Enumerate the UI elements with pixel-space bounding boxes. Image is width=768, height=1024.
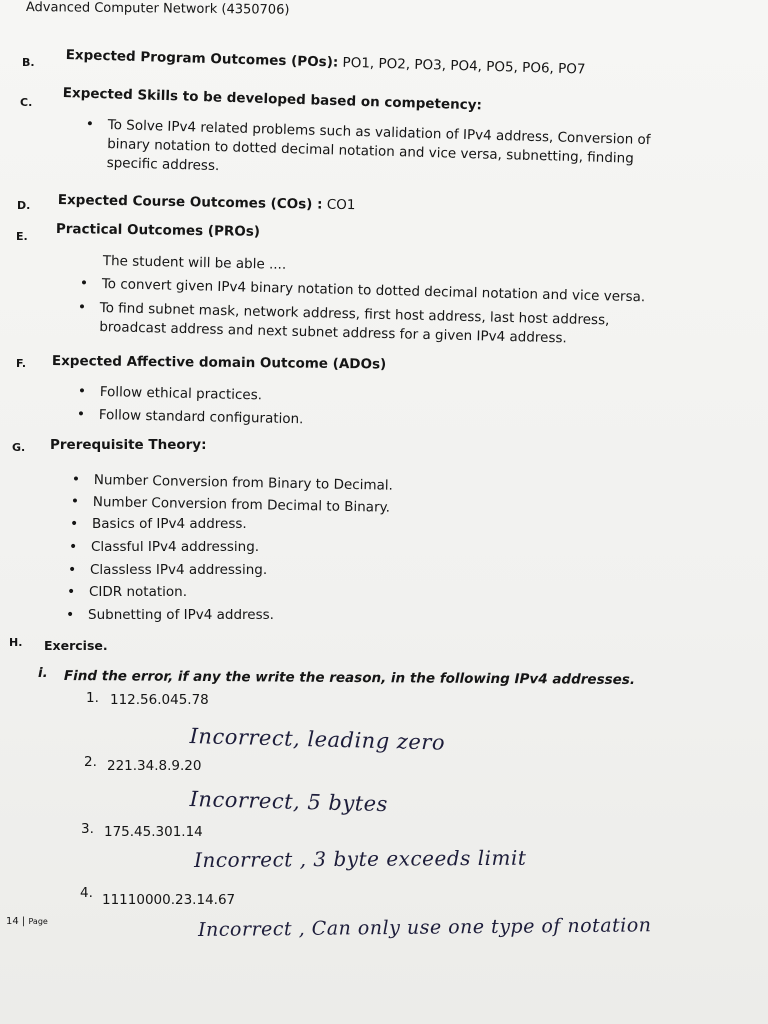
section-d-value: CO1 [322,196,356,214]
exercise-item-2-address: 221.34.8.9.20 [107,758,202,774]
section-b-title: Expected Program Outcomes (POs): [65,46,339,71]
section-g-bullet-7: • Subnetting of IPv4 address. [88,607,274,623]
section-g-letter: G. [12,441,26,454]
section-g-bullet-1: • Number Conversion from Binary to Decimal. [94,472,393,494]
section-d-title: Expected Course Outcomes (COs) : [57,191,323,213]
section-d [58,189,356,213]
exercise-instruction: Find the error, if any the write the reason, in the following IPv4 addresses. [63,668,636,688]
section-c-title: Expected Skills to be developed based on competency: [62,85,483,114]
section-e-letter: E. [16,230,28,243]
section-f-bullet-1: • Follow ethical practices. [100,384,263,403]
exercise-item-4-answer: Incorrect , Can only use one type of notation [198,914,652,941]
exercise-item-2-number: 2. [84,754,97,770]
section-g-bullet-3: • Basics of IPv4 address. [92,516,247,532]
section-e-bullet-1: • To convert given IPv4 binary notation to dotted decimal notation and vice versa. [102,276,646,305]
document-header: Advanced Computer Network (4350706) [25,0,290,18]
page-number: 14 | [6,916,26,927]
exercise-item-1-address: 112.56.045.78 [110,692,209,708]
section-g-bullet-4: • Classful IPv4 addressing. [91,539,259,555]
section-d-letter: D. [17,199,31,212]
section-b-value: PO1, PO2, PO3, PO4, PO5, PO6, PO7 [338,54,586,78]
exercise-sub-number: i. [38,665,48,681]
section-b-letter: B. [22,56,35,69]
section-h-letter: H. [9,636,23,649]
page-label: Page [28,917,48,926]
section-b [65,44,585,78]
section-f-bullet-2: • Follow standard configuration. [99,407,304,427]
section-g-bullet-5: • Classless IPv4 addressing. [90,562,267,578]
exercise-item-3-address: 175.45.301.14 [104,824,203,840]
section-e-title: Practical Outcomes (PROs) [55,221,261,240]
section-e-intro: The student will be able .... [102,253,287,273]
section-c-bullet: • To Solve IPv4 related problems such as validation of IPv4 address, Conversion of binary notation to dotted decimal notation and vice versa, subnetting, finding specific address. [106,116,672,189]
exercise-item-1-answer: Incorrect, leading zero [189,724,446,755]
page-footer [6,916,48,927]
exercise-item-4-address: 11110000.23.14.67 [102,892,236,908]
section-e-bullet-2: • To find subnet mask, network address, first host address, last host address, broadcast address and next subnet address for a given IPv4 address. [99,299,670,351]
section-g-bullet-2: • Number Conversion from Decimal to Binary. [93,494,390,516]
section-g-bullet-6: • CIDR notation. [89,584,187,600]
section-f-letter: F. [16,357,27,370]
section-h-title: Exercise. [44,638,108,653]
exercise-item-3-answer: Incorrect , 3 byte exceeds limit [194,845,527,872]
exercise-item-4-number: 4. [80,885,93,901]
section-f-title: Expected Affective domain Outcome (ADOs) [51,353,387,373]
section-g-title: Prerequisite Theory: [50,437,207,453]
section-c-letter: C. [20,96,33,109]
exercise-item-1-number: 1. [86,690,99,706]
exercise-item-3-number: 3. [81,821,94,837]
exercise-item-2-answer: Incorrect, 5 bytes [189,787,389,817]
